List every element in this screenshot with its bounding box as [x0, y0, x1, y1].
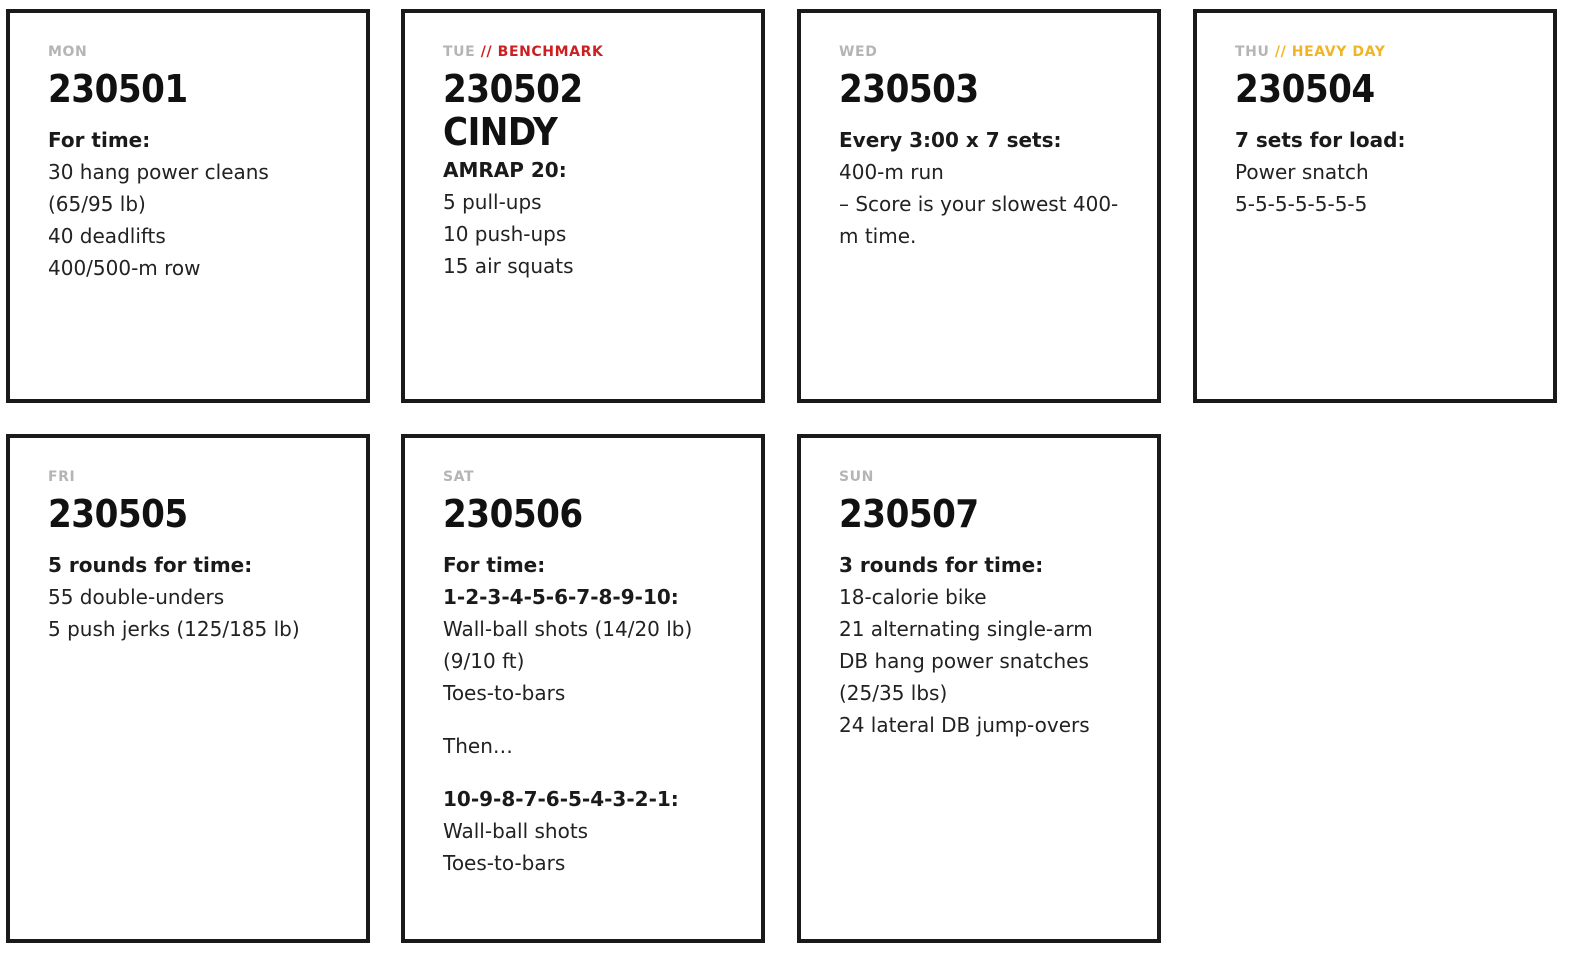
workout-line: 10 push-ups: [443, 222, 567, 246]
workout-line: 5-5-5-5-5-5-5: [1235, 192, 1368, 216]
card-header: [48, 42, 328, 62]
heavy-day-tag: // HEAVY DAY: [1269, 44, 1386, 60]
workout-line: 400/500-m row: [48, 256, 201, 280]
workout-card-wed[interactable]: [797, 9, 1161, 403]
card-header: [48, 467, 328, 487]
workout-title[interactable]: 230505: [48, 492, 188, 536]
workout-line: 40 deadlifts: [48, 224, 166, 248]
workout-line: Power snatch: [1235, 160, 1369, 184]
workout-title[interactable]: 230504: [1235, 67, 1375, 111]
workout-line: (9/10 ft): [443, 649, 525, 673]
workout-line: Wall-ball shots: [443, 819, 589, 843]
workout-scheme: 7 sets for load:: [1235, 128, 1406, 152]
workout-line: 55 double-unders: [48, 585, 225, 609]
rep-scheme: 1-2-3-4-5-6-7-8-9-10:: [443, 585, 679, 609]
workout-title[interactable]: 230501: [48, 67, 188, 111]
workout-scheme: 5 rounds for time:: [48, 553, 253, 577]
workout-card-thu[interactable]: [1193, 9, 1557, 403]
workout-line: 400-m run: [839, 160, 944, 184]
rep-scheme: 10-9-8-7-6-5-4-3-2-1:: [443, 787, 679, 811]
workout-line: 18-calorie bike: [839, 585, 987, 609]
workout-scheme: Every 3:00 x 7 sets:: [839, 128, 1062, 152]
day-label: SAT: [443, 469, 475, 485]
workout-line: 5 push jerks (125/185 lb): [48, 617, 300, 641]
workout-line: (25/35 lbs): [839, 681, 948, 705]
workout-card-fri[interactable]: [6, 434, 370, 943]
workout-title[interactable]: [443, 68, 723, 154]
day-label: SUN: [839, 469, 874, 485]
workout-scheme: For time:: [48, 128, 151, 152]
workout-title[interactable]: 230506: [443, 492, 583, 536]
workout-note: – Score is your slowest 400-m time.: [839, 192, 1119, 248]
workout-line: (65/95 lb): [48, 192, 146, 216]
day-label: TUE: [443, 44, 476, 60]
workout-line: Wall-ball shots (14/20 lb): [443, 617, 693, 641]
workout-scheme: 3 rounds for time:: [839, 553, 1044, 577]
workout-scheme: For time:: [443, 553, 546, 577]
workout-title-number: 230502: [443, 67, 583, 111]
day-label: THU: [1235, 44, 1270, 60]
workout-card-mon[interactable]: [6, 9, 370, 403]
workout-line: DB hang power snatches: [839, 649, 1089, 673]
workout-line: 15 air squats: [443, 254, 574, 278]
card-header: [443, 42, 723, 62]
card-header: [443, 467, 723, 487]
workout-title[interactable]: 230507: [839, 492, 979, 536]
card-header: [839, 467, 1119, 487]
workout-card-tue[interactable]: [401, 9, 765, 403]
workout-card-sun[interactable]: [797, 434, 1161, 943]
workout-card-sat[interactable]: [401, 434, 765, 943]
card-header: [1235, 42, 1515, 62]
workout-line: 30 hang power cleans: [48, 160, 269, 184]
transition-text: Then…: [443, 734, 513, 758]
day-label: MON: [48, 44, 88, 60]
day-label: WED: [839, 44, 878, 60]
workout-line: 5 pull-ups: [443, 190, 542, 214]
workout-line: 21 alternating single-arm: [839, 617, 1093, 641]
workout-scheme: AMRAP 20:: [443, 158, 567, 182]
workout-line: Toes-to-bars: [443, 851, 566, 875]
workout-title[interactable]: 230503: [839, 67, 979, 111]
card-header: [839, 42, 1119, 62]
workout-line: 24 lateral DB jump-overs: [839, 713, 1090, 737]
workout-line: Toes-to-bars: [443, 681, 566, 705]
workout-title-name: CINDY: [443, 110, 558, 154]
benchmark-tag: // BENCHMARK: [475, 44, 604, 60]
day-label: FRI: [48, 469, 76, 485]
